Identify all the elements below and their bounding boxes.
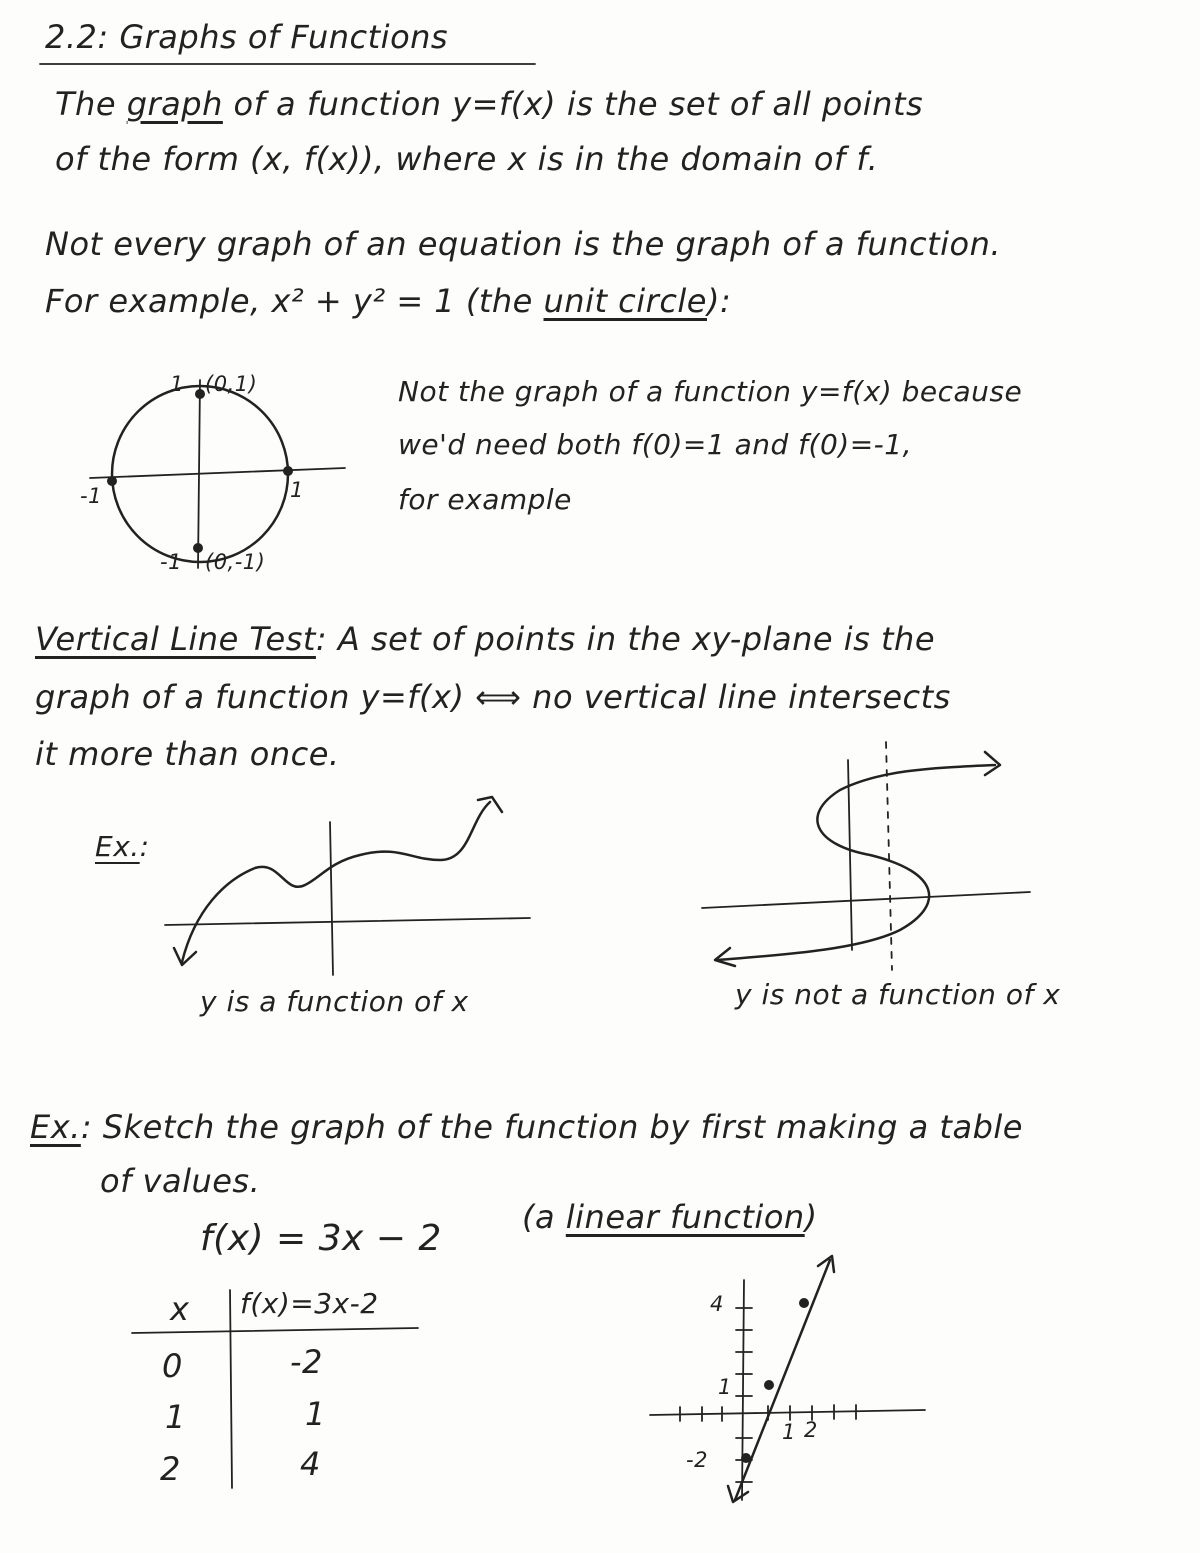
unit-circle-keyword: unit circle xyxy=(543,282,707,320)
linear-note-open: (a xyxy=(522,1198,566,1236)
definition-line-1 xyxy=(55,85,923,123)
example-2-label: Ex. xyxy=(30,1108,81,1146)
example-2-line-1 xyxy=(30,1108,1023,1146)
circle-top-tick-label: 1 xyxy=(170,372,184,396)
circle-bottom-tick-label: -1 xyxy=(160,550,182,574)
definition-post-text: of a function y=f(x) is the set of all points xyxy=(222,85,924,123)
vlt-line-3: it more than once. xyxy=(35,735,340,773)
table-header-fx: f(x)=3x-2 xyxy=(240,1287,379,1320)
sketch-right-vertical-line xyxy=(848,760,852,950)
caption-is-function: y is a function of x xyxy=(200,985,469,1018)
example-equation-text: For example, x² + y² = 1 (the xyxy=(45,282,544,320)
s-curve-left-arrow xyxy=(715,948,735,966)
example-1-label xyxy=(95,830,150,863)
vlt-definition-text: : A set of points in the xy-plane is the xyxy=(315,620,935,658)
point-neg1-0 xyxy=(107,476,117,486)
point-1-1 xyxy=(764,1380,774,1390)
y-tick-label-neg2: -2 xyxy=(686,1448,708,1472)
page-title: 2.2: Graphs of Functions xyxy=(45,18,449,56)
s-curve-right-arrow xyxy=(985,752,1000,775)
table-row-1-fx: 1 xyxy=(305,1395,326,1433)
point-2-4 xyxy=(799,1298,809,1308)
table-header-x: x xyxy=(170,1290,190,1328)
table-header-rule xyxy=(132,1328,418,1333)
definition-pre-text: The xyxy=(55,85,127,123)
linear-x-axis xyxy=(650,1410,925,1415)
example-1-label-text: Ex. xyxy=(95,830,140,863)
table-column-rule xyxy=(230,1290,232,1488)
y-tick-label-4: 4 xyxy=(710,1292,724,1316)
example-2-line-2: of values. xyxy=(100,1162,261,1200)
circle-top-point-label: (0,1) xyxy=(205,372,258,396)
circle-note-line-1: Not the graph of a function y=f(x) because xyxy=(398,375,1023,408)
table-row-0-x: 0 xyxy=(162,1347,183,1385)
sketch-left-vertical-line xyxy=(330,822,333,975)
example-1-label-colon: : xyxy=(139,830,150,863)
circle-right-tick-label: 1 xyxy=(290,478,304,502)
non-function-graph-sketch xyxy=(702,742,1030,970)
circle-y-axis xyxy=(198,380,200,568)
table-row-2-fx: 4 xyxy=(300,1445,321,1483)
point-1-0 xyxy=(283,466,293,476)
function-graph-sketch xyxy=(165,797,530,975)
point-0-1 xyxy=(195,389,205,399)
example-2-instruction: : Sketch the graph of the function by first making a table xyxy=(80,1108,1023,1146)
definition-keyword-graph: graph xyxy=(126,85,223,123)
sketch-right-x-axis xyxy=(702,892,1030,908)
circle-note-line-2: we'd need both f(0)=1 and f(0)=-1, xyxy=(398,428,912,461)
linear-y-axis xyxy=(742,1280,744,1500)
definition-line-2: of the form (x, f(x)), where x is in the domain of f. xyxy=(55,140,879,178)
table-row-2-x: 2 xyxy=(160,1450,181,1488)
example-closing-text: ): xyxy=(706,282,732,320)
function-definition: f(x) = 3x − 2 xyxy=(200,1218,442,1259)
circle-left-tick-label: -1 xyxy=(80,484,102,508)
x-tick-label-1: 1 xyxy=(782,1420,796,1444)
unit-circle-diagram xyxy=(90,380,345,568)
linear-function-keyword: linear function xyxy=(565,1198,805,1236)
circle-bottom-point-label: (0,-1) xyxy=(205,550,266,574)
function-curve xyxy=(182,802,490,962)
circle-x-axis xyxy=(90,468,345,478)
s-curve xyxy=(718,765,995,960)
linear-function-line xyxy=(735,1260,830,1500)
vlt-line-2: graph of a function y=f(x) ⟺ no vertical line intersects xyxy=(35,678,951,716)
linear-function-note xyxy=(522,1198,818,1236)
linear-note-close: ) xyxy=(804,1198,818,1236)
not-every-line-2 xyxy=(45,282,731,320)
not-every-line-1: Not every graph of an equation is the graph of a function. xyxy=(45,225,1002,263)
point-0-neg2 xyxy=(741,1453,751,1463)
x-tick-label-2: 2 xyxy=(804,1418,818,1442)
y-tick-label-1: 1 xyxy=(718,1375,732,1399)
table-row-1-x: 1 xyxy=(165,1398,186,1436)
vlt-line-1 xyxy=(35,620,935,658)
circle-note-line-3: for example xyxy=(398,483,572,516)
point-0-neg1 xyxy=(193,543,203,553)
caption-not-function: y is not a function of x xyxy=(735,978,1061,1011)
sketch-left-x-axis xyxy=(165,918,530,925)
curve-right-arrow xyxy=(478,797,502,812)
vlt-heading: Vertical Line Test xyxy=(35,620,316,658)
table-row-0-fx: -2 xyxy=(290,1343,323,1381)
